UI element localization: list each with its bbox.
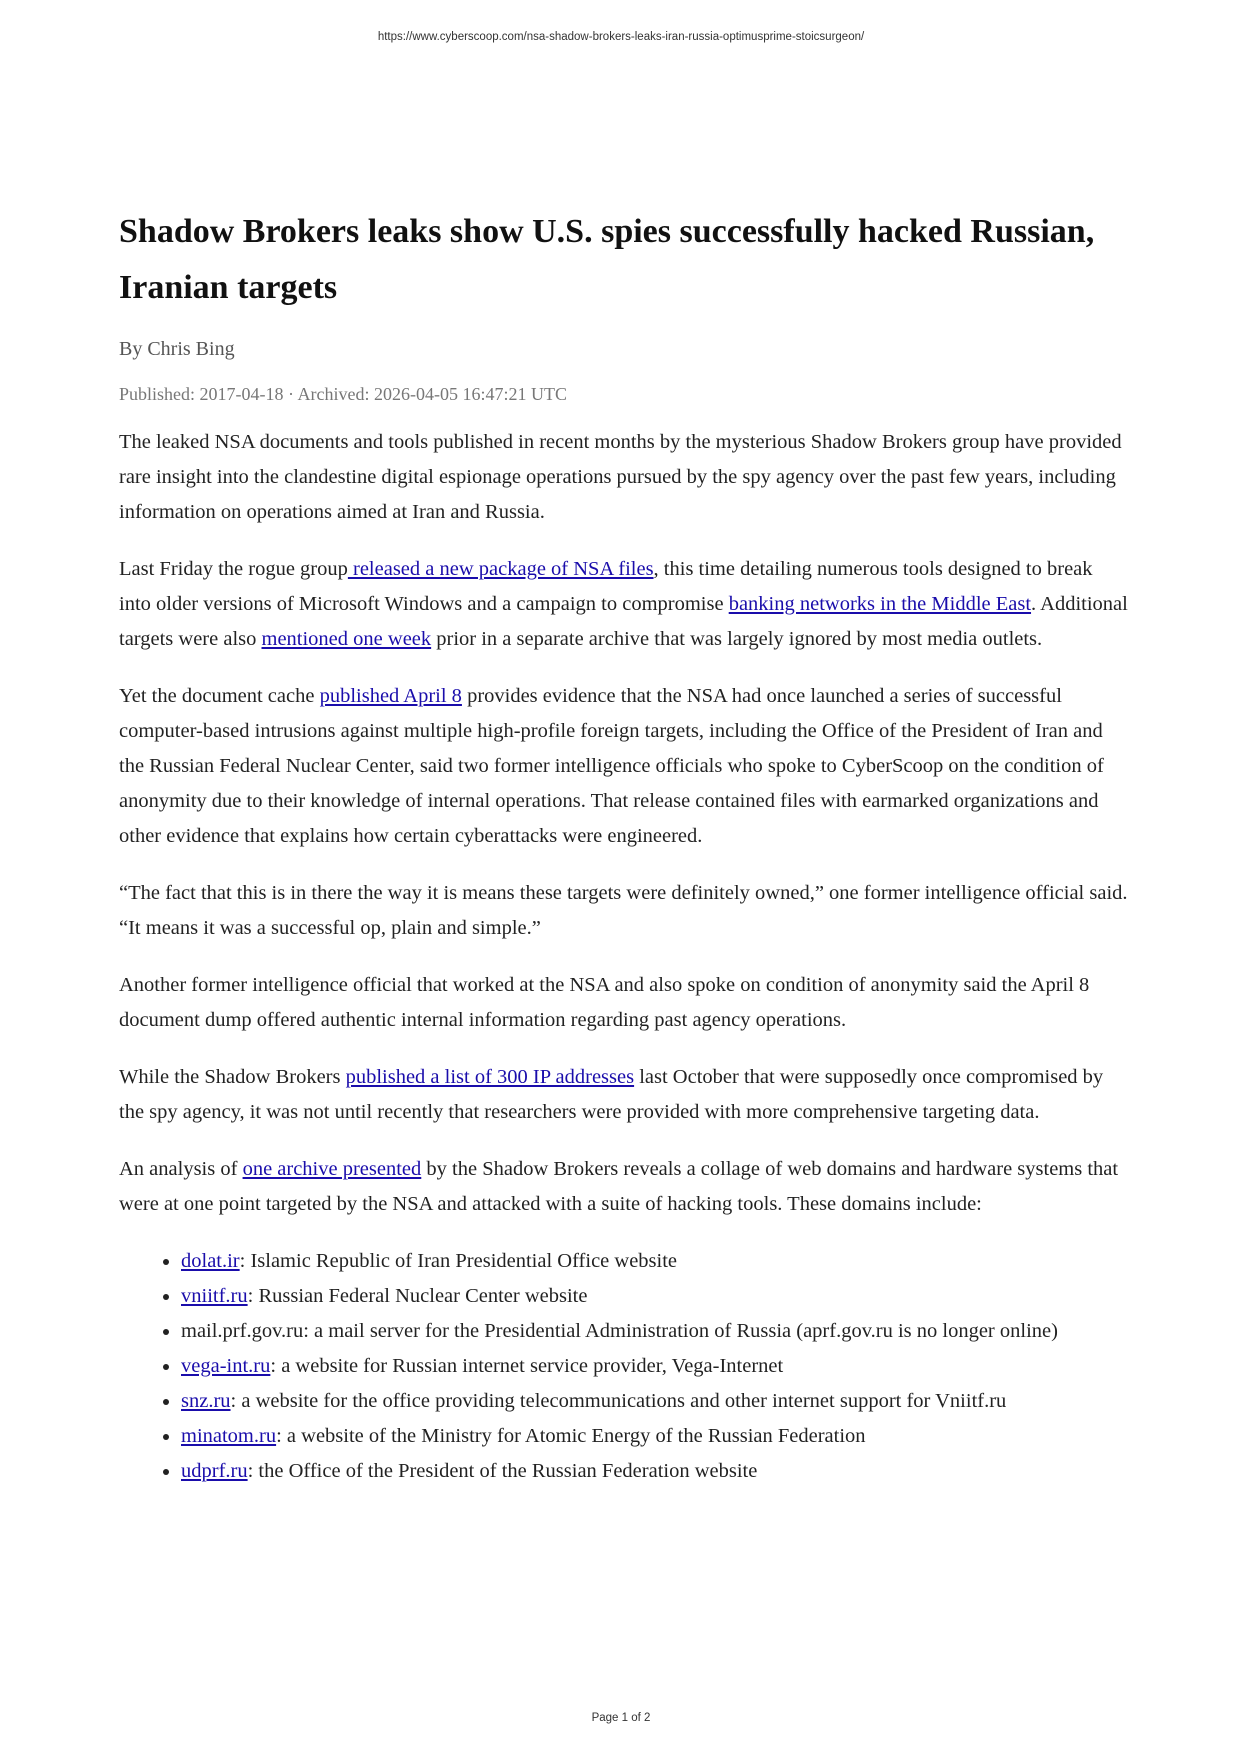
paragraph-text: last October that were supposedly once compromised by the spy agency, it was not until recently that researchers were provided with more comprehensive targeting data. <box>119 1066 1104 1123</box>
list-item-text: : Islamic Republic of Iran Presidential Office website <box>239 1250 678 1272</box>
paragraph-text: An analysis of <box>119 1158 243 1180</box>
list-item-text: : the Office of the President of the Russian Federation website <box>247 1460 758 1482</box>
list-item <box>181 1314 1129 1349</box>
article-title: Shadow Brokers leaks show U.S. spies successfully hacked Russian, Iranian targets <box>119 213 1095 306</box>
list-item <box>181 1384 1129 1419</box>
paragraph-text: provides evidence that the NSA had once launched a series of successful computer-based intrusions against multiple high-profile foreign targets, including the Office of the President of Iran and the Russian Federal Nuclear Center, said two former intelligence officials who spoke to CyberScoop on the condition of anonymity due to their knowledge of internal operations. That release contained files with earmarked organizations and other evidence that explains how certain cyberattacks were engineered. <box>119 685 1104 847</box>
nsa-files-link[interactable]: released a new package of NSA files <box>347 558 654 580</box>
page-url: https://www.cyberscoop.com/nsa-shadow-brokers-leaks-iran-russia-optimusprime-stoicsurgeon/ <box>377 31 865 43</box>
domain-link-vniitf[interactable]: vniitf.ru <box>181 1285 248 1307</box>
list-item <box>181 1349 1129 1384</box>
paragraph-text: Yet the document cache <box>119 685 320 707</box>
paragraph-5: Another former intelligence official that worked at the NSA and also spoke on condition of anonymity said the April 8 document dump offered authentic internal information regarding past agency operations. <box>119 974 1090 1031</box>
list-item-text: mail.prf.gov.ru: a mail server for the Presidential Administration of Russia (aprf.gov.ru is no longer online) <box>181 1320 1058 1342</box>
domain-link-minatom[interactable]: minatom.ru <box>181 1425 277 1447</box>
list-item <box>181 1454 1129 1489</box>
paragraph-3 <box>119 679 1129 854</box>
paragraph-text: prior in a separate archive that was largely ignored by most media outlets. <box>431 628 1043 650</box>
paragraph-6 <box>119 1060 1129 1130</box>
paragraph-text: . Additional targets were also <box>119 593 1128 650</box>
domain-list <box>119 1244 1129 1489</box>
list-item-text: : Russian Federal Nuclear Center website <box>247 1285 588 1307</box>
list-item <box>181 1279 1129 1314</box>
paragraph-text: Last Friday the rogue group <box>119 558 348 580</box>
paragraph-text: , this time detailing numerous tools designed to break into older versions of Microsoft Windows and a campaign to compromise <box>119 558 1093 615</box>
list-item <box>181 1419 1129 1454</box>
paragraph-text: While the Shadow Brokers <box>119 1066 346 1088</box>
paragraph-2 <box>119 552 1129 657</box>
ip-addresses-link[interactable]: published a list of 300 IP addresses <box>345 1066 635 1088</box>
paragraph-1: The leaked NSA documents and tools published in recent months by the mysterious Shadow Brokers group have provided rare insight into the clandestine digital espionage operations pursued by the spy agency over the past few years, including information on operations aimed at Iran and Russia. <box>119 431 1122 523</box>
domain-link-snz[interactable]: snz.ru <box>181 1390 231 1412</box>
list-item-text: : a website of the Ministry for Atomic Energy of the Russian Federation <box>276 1425 866 1447</box>
domain-link-udprf[interactable]: udprf.ru <box>181 1460 248 1482</box>
domain-link-vega-int[interactable]: vega-int.ru <box>181 1355 271 1377</box>
list-item <box>181 1244 1129 1279</box>
page-number: Page 1 of 2 <box>591 1712 651 1724</box>
paragraph-text: by the Shadow Brokers reveals a collage of web domains and hardware systems that were at one point targeted by the NSA and attacked with a suite of hacking tools. These domains include: <box>119 1158 1119 1215</box>
article <box>119 204 1129 1489</box>
byline: By Chris Bing <box>119 338 235 360</box>
list-item-text: : a website for the office providing telecommunications and other internet support for Vniitf.ru <box>230 1390 1007 1412</box>
paragraph-7 <box>119 1152 1129 1222</box>
paragraph-4: “The fact that this is in there the way it is means these targets were definitely owned,” one former intelligence official said. “It means it was a successful op, plain and simple.” <box>119 882 1128 939</box>
one-archive-link[interactable]: one archive presented <box>242 1158 422 1180</box>
mentioned-one-week-link[interactable]: mentioned one week <box>261 628 432 650</box>
list-item-text: : a website for Russian internet service provider, Vega-Internet <box>270 1355 784 1377</box>
banking-networks-link[interactable]: banking networks in the Middle East <box>728 593 1032 615</box>
domain-link-dolat[interactable]: dolat.ir <box>181 1250 240 1272</box>
published-april-8-link[interactable]: published April 8 <box>319 685 462 707</box>
publish-meta: Published: 2017-04-18 · Archived: 2026-04-05 16:47:21 UTC <box>119 384 567 404</box>
